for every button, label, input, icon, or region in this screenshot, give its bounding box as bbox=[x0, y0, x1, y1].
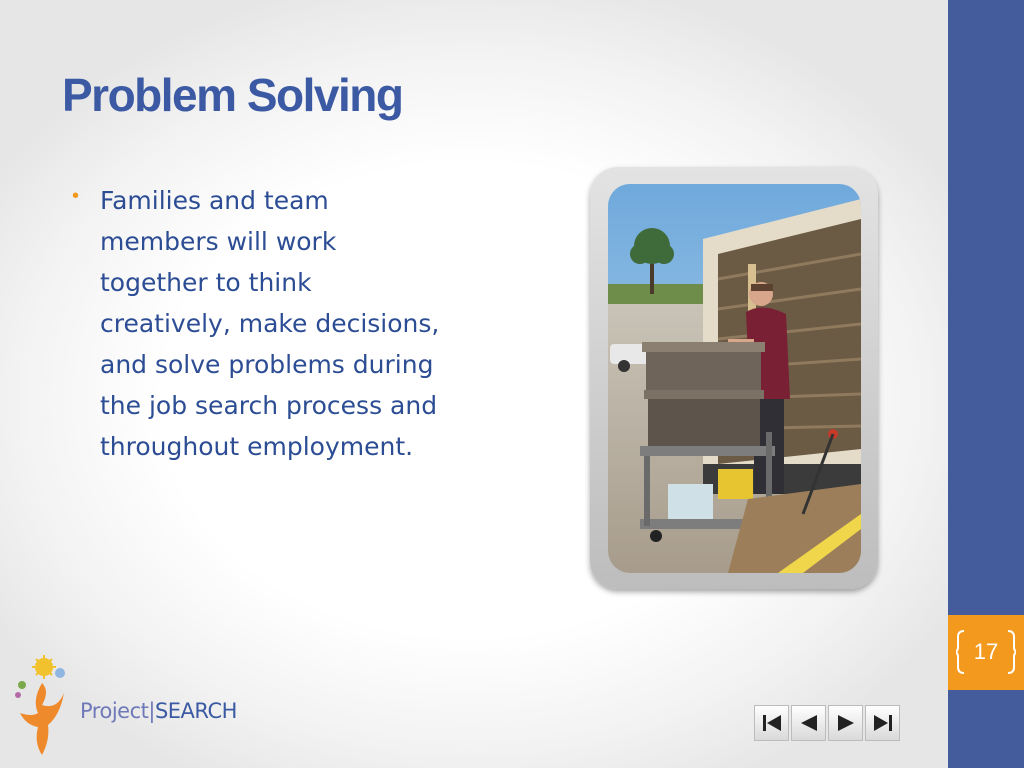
bullet-item-text: Families and team members will work together to think creatively, make decisions, and solve problems during the job search process and throughout employment. bbox=[100, 186, 440, 461]
last-slide-icon bbox=[872, 713, 894, 733]
next-slide-button[interactable] bbox=[828, 705, 863, 741]
photo-of-worker-loading-truck-icon bbox=[608, 184, 861, 573]
slide-title: Problem Solving bbox=[62, 69, 403, 121]
next-slide-icon bbox=[835, 713, 857, 733]
first-slide-icon bbox=[761, 713, 783, 733]
first-slide-button[interactable] bbox=[754, 705, 789, 741]
page-number: 17 bbox=[973, 639, 999, 664]
slide-navigation bbox=[754, 705, 900, 741]
previous-slide-button[interactable] bbox=[791, 705, 826, 741]
previous-slide-icon bbox=[798, 713, 820, 733]
bullet-dot-icon: • bbox=[72, 185, 80, 207]
logo-separator: | bbox=[148, 699, 155, 723]
page-number-box bbox=[948, 615, 1024, 690]
logo-project-text: Project bbox=[80, 699, 149, 723]
photo-frame bbox=[590, 167, 878, 589]
logo-figure-icon bbox=[12, 655, 82, 765]
logo-search-text: SEARCH bbox=[154, 699, 237, 723]
last-slide-button[interactable] bbox=[865, 705, 900, 741]
project-search-logo bbox=[12, 655, 252, 765]
page-number-frame bbox=[956, 629, 1016, 675]
logo-wordmark bbox=[80, 699, 237, 723]
